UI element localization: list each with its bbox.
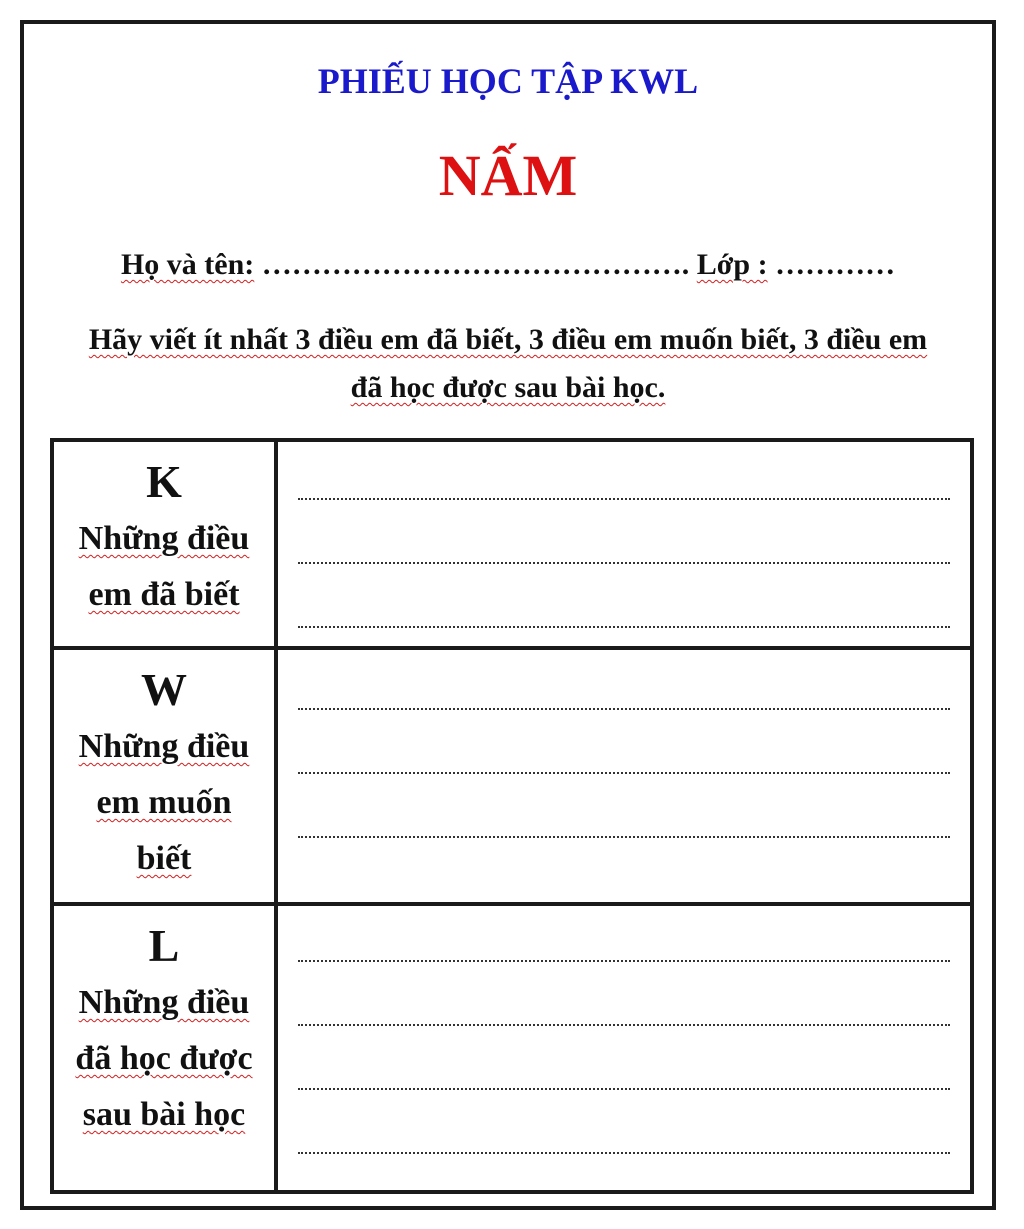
- answer-line[interactable]: [298, 1152, 950, 1154]
- answer-line[interactable]: [298, 708, 950, 710]
- student-info-line: [24, 248, 992, 282]
- worksheet-title: PHIẾU HỌC TẬP KWL: [317, 61, 699, 101]
- kwl-row-k: [54, 442, 970, 650]
- kwl-description-line: Những điều: [78, 728, 250, 765]
- kwl-description-line: em đã biết: [88, 576, 240, 613]
- class-blank[interactable]: …………: [775, 248, 896, 281]
- instruction-line-2: đã học được sau bài học.: [350, 371, 666, 404]
- kwl-answer-area[interactable]: [278, 650, 970, 902]
- answer-line[interactable]: [298, 562, 950, 564]
- kwl-description-line: biết: [136, 840, 192, 877]
- kwl-description-line: đã học được: [75, 1040, 253, 1077]
- kwl-answer-area[interactable]: [278, 906, 970, 1190]
- kwl-table: [50, 438, 974, 1194]
- kwl-answer-area[interactable]: [278, 442, 970, 646]
- name-blank[interactable]: …………………………………….: [261, 248, 690, 281]
- class-label: Lớp :: [696, 248, 768, 281]
- kwl-description-line: sau bài học: [82, 1096, 246, 1133]
- kwl-label-cell: [54, 650, 278, 902]
- name-label: Họ và tên:: [120, 248, 255, 281]
- kwl-label-cell: [54, 906, 278, 1190]
- kwl-description-line: Những điều: [78, 520, 250, 557]
- instruction-text: [44, 316, 972, 412]
- answer-line[interactable]: [298, 1088, 950, 1090]
- answer-line[interactable]: [298, 836, 950, 838]
- kwl-row-w: [54, 650, 970, 906]
- answer-line[interactable]: [298, 1024, 950, 1026]
- kwl-description-line: Những điều: [78, 984, 250, 1021]
- answer-line[interactable]: [298, 498, 950, 500]
- kwl-letter: L: [148, 920, 180, 971]
- answer-line[interactable]: [298, 960, 950, 962]
- answer-line[interactable]: [298, 772, 950, 774]
- kwl-letter: K: [146, 456, 182, 507]
- instruction-line-1: Hãy viết ít nhất 3 điều em đã biết, 3 điều em muốn biết, 3 điều em: [88, 323, 928, 356]
- kwl-letter: W: [141, 664, 187, 715]
- worksheet-frame: [20, 20, 996, 1210]
- answer-line[interactable]: [298, 626, 950, 628]
- kwl-row-l: [54, 906, 970, 1190]
- kwl-label-cell: [54, 442, 278, 646]
- worksheet-topic: NẤM: [438, 143, 578, 208]
- kwl-description-line: em muốn: [96, 784, 232, 821]
